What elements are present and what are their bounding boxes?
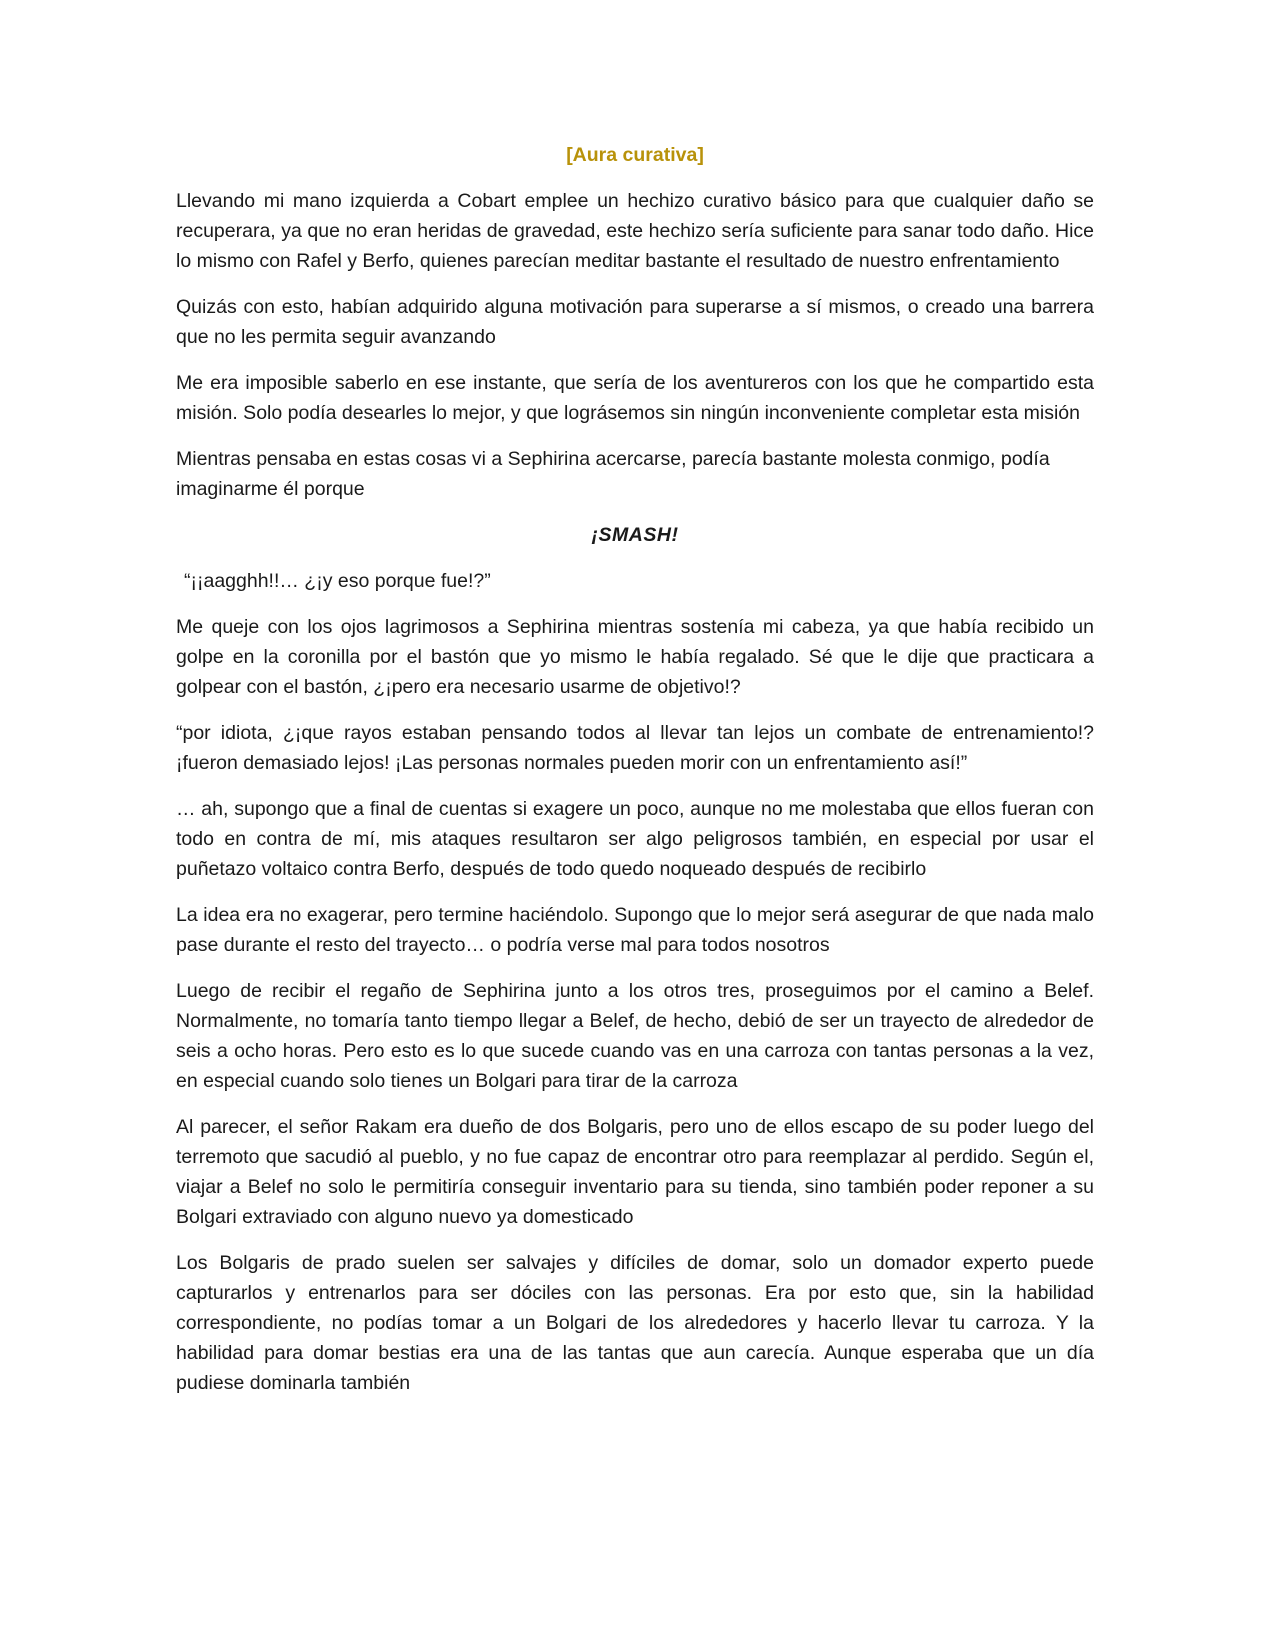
paragraph-6: … ah, supongo que a final de cuentas si exagere un poco, aunque no me molestaba que ellos fueran con todo en contra de mí, mis ataques resultaron ser algo peligrosos también, en especial por usar el puñetazo voltaico contra Berfo, después de todo quedo noqueado después de recibirlo [176, 798, 1094, 880]
paragraph-4: Mientras pensaba en estas cosas vi a Sephirina acercarse, parecía bastante molesta conmigo, podía imaginarme él porque [176, 448, 1050, 500]
paragraph-1: Llevando mi mano izquierda a Cobart emplee un hechizo curativo básico para que cualquier daño se recuperara, ya que no eran heridas de gravedad, este hechizo sería suficiente para sanar todo daño. Hice lo mismo con Rafel y Berfo, quienes parecían meditar bastante el resultado de nuestro enfrentamiento [176, 190, 1094, 272]
paragraph-10: Los Bolgaris de prado suelen ser salvajes y difíciles de domar, solo un domador experto puede capturarlos y entrenarlos para ser dóciles con las personas. Era por esto que, sin la habilidad correspondiente, no podías tomar a un Bolgari de los alrededores y hacerlo llevar tu carroza. Y la habilidad para domar bestias era una de las tantas que aun carecía. Aunque esperaba que un día pudiese dominarla también [176, 1252, 1094, 1394]
paragraph-3: Me era imposible saberlo en ese instante, que sería de los aventureros con los que he compartido esta misión. Solo podía desearles lo mejor, y que lográsemos sin ningún inconveniente completar esta misión [176, 372, 1094, 424]
paragraph-7: La idea era no exagerar, pero termine haciéndolo. Supongo que lo mejor será asegurar de que nada malo pase durante el resto del trayecto… o podría verse mal para todos nosotros [176, 904, 1094, 956]
dialogue-2: “por idiota, ¿¡que rayos estaban pensando todos al llevar tan lejos un combate de entrenamiento!? ¡fueron demasiado lejos! ¡Las personas normales pueden morir con un enfrentamiento así!” [176, 722, 1094, 774]
page-content [176, 140, 1094, 1414]
paragraph-8: Luego de recibir el regaño de Sephirina junto a los otros tres, proseguimos por el camino a Belef. Normalmente, no tomaría tanto tiempo llegar a Belef, de hecho, debió de ser un trayecto de alrededor de seis a ocho horas. Pero esto es lo que sucede cuando vas en una carroza con tantas personas a la vez, en especial cuando solo tienes un Bolgari para tirar de la carroza [176, 980, 1094, 1092]
chapter-heading: [Aura curativa] [566, 144, 704, 166]
dialogue-1: “¡¡aagghh!!… ¿¡y eso porque fue!?” [184, 570, 491, 592]
paragraph-5: Me queje con los ojos lagrimosos a Sephirina mientras sostenía mi cabeza, ya que había recibido un golpe en la coronilla por el bastón que yo mismo le había regalado. Sé que le dije que practicara a golpear con el bastón, ¿¡pero era necesario usarme de objetivo!? [176, 616, 1094, 698]
sound-effect: ¡SMASH! [591, 524, 679, 546]
paragraph-9: Al parecer, el señor Rakam era dueño de dos Bolgaris, pero uno de ellos escapo de su poder luego del terremoto que sacudió al pueblo, y no fue capaz de encontrar otro para reemplazar al perdido. Según el, viajar a Belef no solo le permitiría conseguir inventario para su tienda, sino también poder reponer a su Bolgari extraviado con alguno nuevo ya domesticado [176, 1116, 1094, 1228]
paragraph-2: Quizás con esto, habían adquirido alguna motivación para superarse a sí mismos, o creado una barrera que no les permita seguir avanzando [176, 296, 1094, 348]
